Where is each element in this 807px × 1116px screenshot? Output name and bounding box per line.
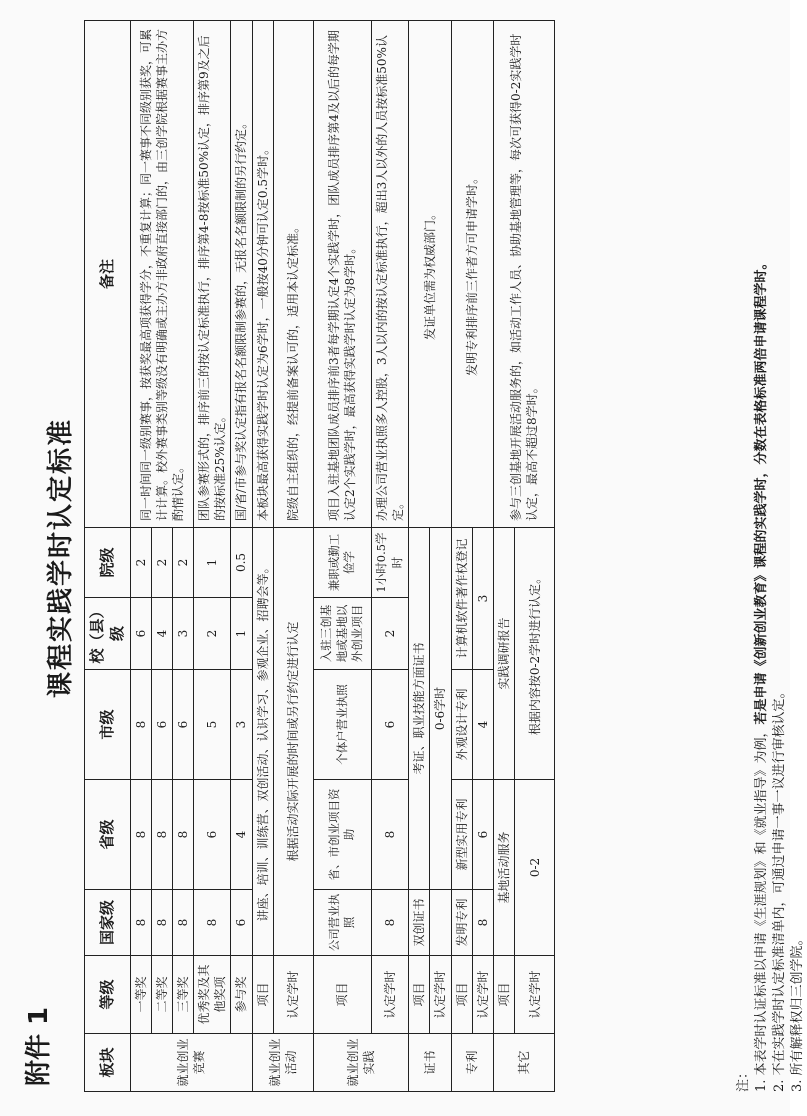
city-cell: 5 [194, 670, 231, 780]
block-certificate: 证书 [409, 1034, 451, 1092]
standards-table [84, 20, 555, 1092]
practice-item-1: 公司营业执照 [313, 890, 371, 956]
hours-label: 认定学时 [472, 956, 493, 1034]
certificate-item-1: 双创证书 [409, 890, 430, 956]
header-remarks: 备注 [85, 21, 131, 528]
contest-remark-3: 国/省/市参与奖认定指有报名名额限制参赛的，无报名名额限制的另行约定。 [231, 21, 252, 528]
header-national: 国家级 [85, 890, 131, 956]
note-1 [753, 256, 771, 1092]
table-row [273, 21, 313, 1092]
grade-cell: 参与奖 [231, 956, 252, 1034]
attachment-label: 附件 1 [24, 1006, 54, 1086]
national-cell: 6 [231, 890, 252, 956]
school-cell: 1 [231, 598, 252, 670]
certificate-hours-1 [430, 890, 451, 956]
table-row [194, 21, 231, 1092]
national-cell: 8 [194, 890, 231, 956]
practice-item-5: 兼职或勤工俭学 [313, 528, 371, 598]
activity-remark-1: 本板块最高获得实践学时认定为6学时，一般按40分钟可认定0.5学时。 [252, 21, 273, 528]
grade-cell: 优秀奖及其他奖项 [194, 956, 231, 1034]
provincial-cell: 4 [231, 780, 252, 890]
practice-hours-2: 8 [371, 780, 408, 890]
other-item-2: 实践调研报告 [493, 528, 514, 780]
table-row [451, 21, 472, 1092]
practice-hours-5: 1小时0.5学时 [371, 528, 408, 598]
practice-item-3: 个体户营业执照 [313, 670, 371, 780]
patent-hours-1: 8 [472, 890, 493, 956]
other-hours-1: 0-2 [515, 780, 555, 956]
patent-remark: 发明专利排序前三作者方可申请学时。 [451, 21, 493, 528]
patent-hours-2: 6 [472, 780, 493, 890]
table-row [252, 21, 273, 1092]
patent-item-4: 计算机软件著作权登记 [451, 528, 472, 670]
patent-item-2: 新型实用专利 [451, 780, 472, 890]
provincial-cell: 8 [151, 780, 172, 890]
item-label: 项目 [409, 956, 430, 1034]
city-cell: 8 [130, 670, 151, 780]
college-cell: 2 [130, 528, 151, 598]
activity-hours: 根据活动实际开展的时间或另行约定进行认定 [273, 528, 313, 956]
header-school: 校（县）级 [85, 598, 131, 670]
certificate-hours-2: 0-6学时 [430, 528, 451, 890]
note-3: 3. 所有解释权归三创学院。 [790, 932, 805, 1092]
item-label: 项目 [313, 956, 371, 1034]
notes-label: 注： [736, 1065, 751, 1092]
national-cell: 8 [130, 890, 151, 956]
school-cell: 4 [151, 598, 172, 670]
table-row [313, 21, 371, 1092]
block-contest: 就业创业竞赛 [130, 1034, 252, 1092]
college-cell: 2 [172, 528, 193, 598]
city-cell: 3 [231, 670, 252, 780]
school-cell: 2 [194, 598, 231, 670]
college-cell: 0.5 [231, 528, 252, 598]
block-activity: 就业创业活动 [252, 1034, 313, 1092]
city-cell: 6 [172, 670, 193, 780]
activity-items: 讲座、培训、训练营、双创活动、认识学习、参观企业、招聘会等。 [252, 528, 273, 956]
table-row [371, 21, 408, 1092]
table-row [231, 21, 252, 1092]
header-grade: 等级 [85, 956, 131, 1034]
note-1-part-a: 1. 本表学时认证标准以申请《生涯规划》和《就业指导》为例， [754, 724, 769, 1092]
hours-label: 认定学时 [515, 956, 555, 1034]
table-row [493, 21, 514, 1092]
patent-hours-3: 4 [472, 670, 493, 780]
header-block: 板块 [85, 1034, 131, 1092]
provincial-cell: 6 [194, 780, 231, 890]
practice-remark-2: 办理公司营业执照多人控股，3人以内的按认定标准执行，超出3人以外的人员按标准50%认定。 [371, 21, 408, 528]
practice-item-4: 入驻三创基地或基地以外创业项目 [313, 598, 371, 670]
grade-cell: 二等奖 [151, 956, 172, 1034]
other-item-1: 基地活动服务 [493, 780, 514, 956]
block-practice: 就业创业实践 [313, 1034, 408, 1092]
header-city: 市级 [85, 670, 131, 780]
table-row [130, 21, 151, 1092]
provincial-cell: 8 [172, 780, 193, 890]
practice-remark-1: 项目入驻基地团队成员排序前3者每学期认定4个实践学时，团队成员排序第4及以后的每学期认定2个实践学时，最高获得实践学时认定为8学时。 [313, 21, 371, 528]
header-provincial: 省级 [85, 780, 131, 890]
school-cell: 6 [130, 598, 151, 670]
practice-hours-3: 6 [371, 670, 408, 780]
hours-label: 认定学时 [430, 956, 451, 1034]
note-2: 2. 不在实践学时认定标准清单内，可通过申请一事一议进行审核认定。 [772, 685, 787, 1092]
contest-remark-1: 同一时间同一级别赛事，按获奖最高项获得学分，不重复计算；同一赛事不同级别获奖，可累计计算。校外赛事类别等级没有明确或主办方非政府直接部门的，由三创学院根据赛事主办方酌情认定。 [130, 21, 194, 528]
grade-cell: 三等奖 [172, 956, 193, 1034]
practice-item-2: 省、市创业项目资助 [313, 780, 371, 890]
table-row [409, 21, 430, 1092]
national-cell: 8 [172, 890, 193, 956]
provincial-cell: 8 [130, 780, 151, 890]
national-cell: 8 [151, 890, 172, 956]
block-patent: 专利 [451, 1034, 493, 1092]
practice-hours-1: 8 [371, 890, 408, 956]
header-college: 院级 [85, 528, 131, 598]
certificate-item-2: 考证、职业技能方面证书 [409, 528, 430, 890]
item-label: 项目 [252, 956, 273, 1034]
grade-cell: 一等奖 [130, 956, 151, 1034]
college-cell: 2 [151, 528, 172, 598]
other-remark: 参与三创基地开展活动服务的，如活动工作人员、协助基地管理等，每次可获得0-2实践学时认定，最高不超过8学时。 [493, 21, 554, 528]
hours-label: 认定学时 [273, 956, 313, 1034]
footnotes [735, 256, 807, 1092]
hours-label: 认定学时 [371, 956, 408, 1034]
contest-remark-2: 团队参赛形式的，排序前三的按认定标准执行，排序第4-8按标准50%认定，排序第9及之后的按标准25%认定。 [194, 21, 231, 528]
item-label: 项目 [493, 956, 514, 1034]
school-cell: 3 [172, 598, 193, 670]
college-cell: 1 [194, 528, 231, 598]
patent-item-3: 外观设计专利 [451, 670, 472, 780]
note-1-part-b: 若是申请《创新创业教育》课程的实践学时，分数在表格标准两倍申请课程学时。 [754, 256, 769, 725]
block-other: 其它 [493, 1034, 554, 1092]
activity-remark-2: 院级自主组织的，经提前备案认可的，适用本认定标准。 [273, 21, 313, 528]
other-hours-2: 根据内容按0-2学时进行认定。 [515, 528, 555, 780]
patent-item-1: 发明专利 [451, 890, 472, 956]
certificate-remark: 发证单位需为权威部门。 [409, 21, 451, 528]
city-cell: 6 [151, 670, 172, 780]
header-row [85, 21, 131, 1092]
patent-hours-4: 3 [472, 528, 493, 670]
item-label: 项目 [451, 956, 472, 1034]
practice-hours-4: 2 [371, 598, 408, 670]
page-title: 课程实践学时认定标准 [46, 418, 76, 699]
